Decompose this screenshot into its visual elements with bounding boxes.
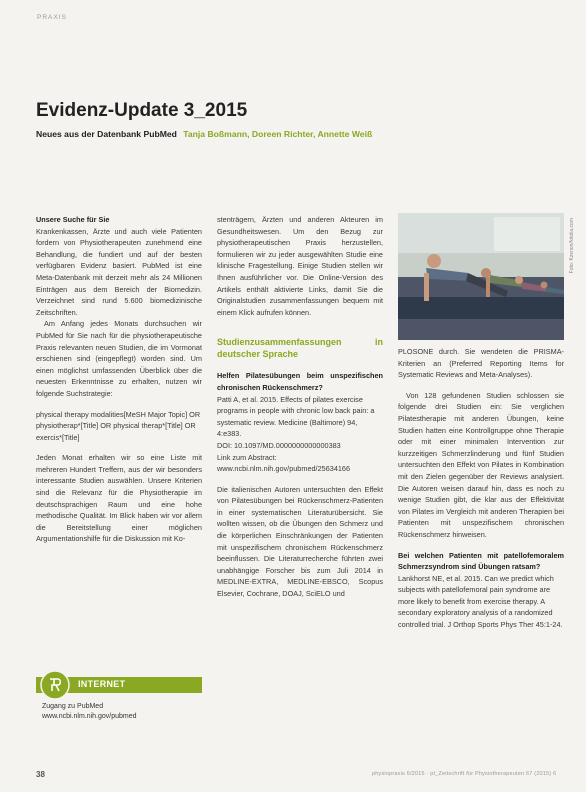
internet-infobox xyxy=(36,670,202,732)
paragraph: PLOSONE durch. Sie wendeten die PRISMA-Kriterien an (Preferred Reporting Items for Systematic Reviews and Meta-Analyses). xyxy=(398,347,564,380)
section-label: PRAXIS xyxy=(37,14,67,21)
question-heading-2: Bei welchen Patienten mit patellofemoralem Schmerzsyndrom sind Übungen ratsam? xyxy=(398,550,564,572)
search-query: physical therapy modalities[MeSH Major Topic] OR physiotherap*[Title] OR physical therap*[Title] OR exercis*[Title] xyxy=(36,409,201,442)
pilates-photo xyxy=(398,213,564,340)
article-title: Evidenz-Update 3_2015 xyxy=(36,100,248,121)
doi-1: DOI: 10.1097/MD.0000000000000383 xyxy=(217,440,341,450)
paragraph: stenträgern, Ärzten und anderen Akteuren im Gesundheitswesen. Um den Bezug zur physiotherapeutischen Praxis herzustellen, formulieren wir zu jeder ausgewählten Studie eine klinische Fragestellung. Einige Studien stellen wir Ihnen ausführlicher vor. Die Online-Version des Artikels enthält aktivierte Links, damit Sie die Originalstudien zusammenfassungen bequem mit einem Klick aufrufen können. xyxy=(217,215,383,317)
paragraph: Am Anfang jedes Monats durchsuchen wir PubMed für Sie nach für die physiotherapeutische Praxis relevanten neuen Studien, die im Vormonat erschienen sind (eingepflegt) worden sind. Um einen möglichst umfassenden Überblick über die neuesten Erkenntnisse zu erhalten, nutzen wir folgende Suchstrategie: xyxy=(36,319,202,398)
column-3 xyxy=(398,346,564,631)
paragraph: Von 128 gefundenen Studien schlossen sie folgende drei Studien ein: Sie verglichen Pilatestherapie mit anderen Übungen, keine Studien hatten eine Kontrollgruppe ohne Therapie oder mit einer minimalen Intervention zur kurzzeitigen Schmerzlinderung und fünf Studien untersuchten den Effekt von Pilates in Kombination mit den Zielen gegenüber der Reviews analysiert. Die Autoren weisen darauf hin, dass es noch zu wenige Studien gibt, die klar aus der Effektivität von Pilates im Vergleich mit anderen Therapien bei Patienten mit unspezifischem chronischen Rückenschmerz hinweisen. xyxy=(398,390,564,539)
paragraph: Jeden Monat erhalten wir so eine Liste mit mehreren Hundert Treffern, aus der wir besonders interessante Studien auswählen. Unsere Kriterien sind die Relevanz für die Physiotherapie im deutschsprachigen Raum und eine hohe methodische Qualität. Im Blick haben wir vor allem die Bereitstellung einer möglichen Argumentationshilfe für die Diskussion mit Ko- xyxy=(36,453,202,544)
section-heading-summaries: Studienzusammenfassungen in deutscher Sprache xyxy=(217,337,383,360)
question-heading-1: Helfen Pilatesübungen beim unspezifischen chronischen Rückenschmerz? xyxy=(217,371,383,392)
page-number: 38 xyxy=(36,770,45,779)
paragraph: Krankenkassen, Ärzte und auch viele Patienten fordern von Physiotherapeuten zunehmend eine Behandlung, die fundiert und auf der besten verfügbaren Evidenz basiert. PubMed ist eine Meta-Datenbank mit derzeit mehr als 24 Millionen Einträgen aus dem Bereich der Biomedizin. Verzeichnet sind rund 5.600 biomedizinische Zeitschriften. xyxy=(36,226,202,317)
infobox-line-1: Zugang zu PubMed xyxy=(42,703,104,710)
pubmed-link[interactable]: www.ncbi.nlm.nih.gov/pubmed xyxy=(42,713,137,720)
article-subtitle: Neues aus der Datenbank PubMed xyxy=(36,129,177,139)
journal-footer: physiopraxis 6/2015 · pt_Zeitschrift für Physiotherapeuten 67 (2015) 6 xyxy=(372,771,557,777)
article-subline xyxy=(36,129,372,139)
reference-2: Lankhorst NE, et al. 2015. Can we predict which subjects with patellofemoral pain syndrome are more likely to benefit from exercise therapy. A secondary exploratory analysis of a randomized controlled trial. J Orthop Sports Phys Ther 45:1-24. xyxy=(398,573,563,630)
section-heading-search: Unsere Suche für Sie xyxy=(36,215,110,224)
internet-icon xyxy=(40,670,70,700)
column-2 xyxy=(217,214,383,600)
column-1 xyxy=(36,214,202,545)
article-authors: Tanja Boßmann, Doreen Richter, Annette Weiß xyxy=(183,129,373,139)
infobox-label: INTERNET xyxy=(78,679,126,689)
reference-1: Patti A, et al. 2015. Effects of pilates exercise programs in people with chronic low back pain: a systematic review. Medicine (Baltimore) 94, 4:e383. xyxy=(217,394,375,439)
pilates-photo-image xyxy=(398,213,564,340)
abstract-link-1[interactable]: Link zum Abstract: www.ncbi.nlm.nih.gov/pubmed/25634166 xyxy=(217,452,351,474)
photo-credit: Foto: Kzenon/fotolia.com xyxy=(569,218,575,274)
paragraph: Die italienischen Autoren untersuchten den Effekt von Pilatesübungen bei Rückenschmerz-Patienten in einer systematischen Literaturübersicht. Sie wollten wissen, ob die Übungen den Schmerz und die körperlichen Einschränkungen der Patienten mit unspezifischem chronischem Rückenschmerz beeinflussen. Die Literaturrecherche führten zwei unabhängige Forscher bis zum Juli 2014 in MEDLINE-EXTRA, MEDLINE-EBSCO, Scopus Elsevier, Cochrane, DOAJ, SciELO und xyxy=(217,484,383,599)
